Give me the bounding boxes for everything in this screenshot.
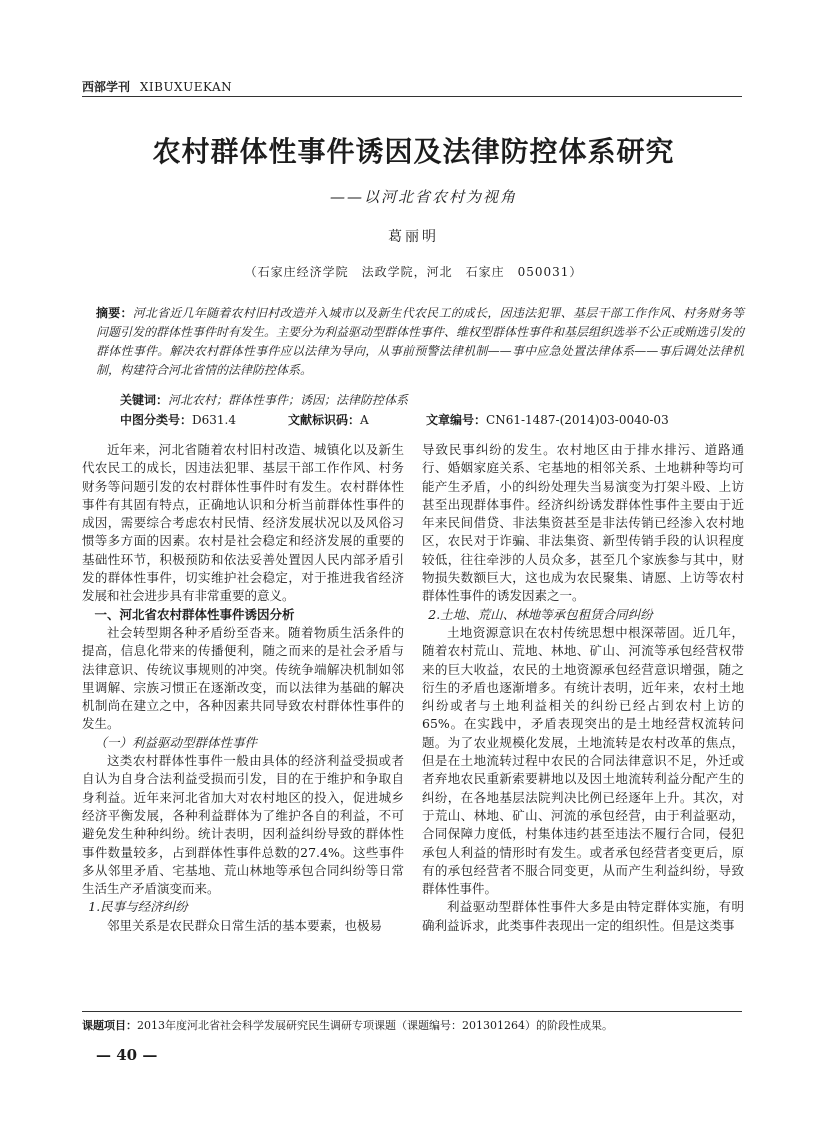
paragraph: 这类农村群体性事件一般由具体的经济利益受损或者自认为自身合法利益受损而引发，目的在于维护和争取自身利益。近年来河北省加大对农村地区的投入，促进城乡经济平衡发展，各种利益群体为了维护各自的利益，不可避免发生种种纠纷。统计表明，因利益纠纷导致的群体性事件数量较多，占到群体性事件总数的27.4%。这些事件多从邻里矛盾、宅基地、荒山林地等承包合同纠纷等日常生活生产矛盾演变而来。 xyxy=(82,753,404,897)
abstract-text: 河北省近几年随着农村旧村改造并入城市以及新生代农民工的成长，因违法犯罪、基层干部工作作风、村务财务等问题引发的群体性事件时有发生。主要分为利益驱动型群体性事件、维权型群体性事件和基层组织选举不公正或贿选引发的群体性事件。解决农村群体性事件应以法律为导向，从事前预警法律机制——事中应急处置法律体系——事后调处法律机制，构建符合河北省情的法律防控体系。 xyxy=(96,306,745,377)
header-rule xyxy=(82,96,742,97)
page-number: — 40 — xyxy=(96,1046,158,1064)
paragraph: 土地资源意识在农村传统思想中根深蒂固。近几年，随着农村荒山、荒地、林地、矿山、河流等承包经营权带来的巨大收益，农民的土地资源承包经营意识增强，随之衍生的矛盾也逐渐增多。有统计表明，近年来，农村土地纠纷或者与土地利益相关的纠纷已经占到农村上访的65%。在实践中，矛盾表现突出的是土地经营权流转问题。为了农业规模化发展，土地流转是农村改革的焦点，但是在土地流转过程中农民的合同法律意识不足，外迁或者弃地农民重新索要耕地以及因土地流转利益分配产生的纠纷，在各地基层法院判决比例已经逐年上升。其次，对于荒山、林地、矿山、河流的承包经营，由于利益驱动，合同保障力度低，村集体违约甚至违法不履行合同，侵犯承包人利益的情形时有发生。或者承包经营者变更后，原有的承包经营者不服合同变更，从而产生利益纠纷，导致群体性事件。 xyxy=(422,624,744,897)
paragraph: 邻里关系是农民群众日常生活的基本要素，也极易 xyxy=(107,917,383,933)
paragraph: 利益驱动型群体性事件大多是由特定群体实施，有明确利益诉求，此类事件表现出一定的组织性。但是这类事 xyxy=(422,899,744,933)
subsubsection-heading: 2.土地、荒山、林地等承包租赁合同纠纷 xyxy=(428,606,653,622)
journal-name-en: XIBUXUEKAN xyxy=(139,80,233,94)
footnote-text: 2013年度河北省社会科学发展研究民生调研专项课题（课题编号：201301264）的阶段性成果。 xyxy=(137,1019,613,1032)
article-subtitle: ——以河北省农村为视角 xyxy=(330,188,518,206)
keywords xyxy=(120,391,408,408)
author-name: 葛丽明 xyxy=(388,229,439,245)
paragraph: 导致民事纠纷的发生。农村地区由于排水排污、道路通行、婚姻家庭关系、宅基地的相邻关系、土地耕种等均可能产生矛盾，小的纠纷处理失当易演变为打架斗殴、上访甚至出现群体事件。经济纠纷诱发群体性事件主要由于近年来民间借贷、非法集资甚至是非法传销已经渗入农村地区，农民对于诈骗、非法集资、新型传销手段的认识程度较低，往往牵涉的人员众多，甚至几个家族参与其中，财物损失数额巨大，这也成为农民聚集、请愿、上访等农村群体性事件的诱发因素之一。 xyxy=(422,442,744,604)
author-affiliation: （石家庄经济学院 法政学院，河北 石家庄 050031） xyxy=(244,265,583,279)
keywords-label: 关键词： xyxy=(120,393,169,407)
running-header xyxy=(82,78,232,95)
clc-number: 中图分类号：D631.4 xyxy=(120,413,236,427)
paragraph: 社会转型期各种矛盾纷至沓来。随着物质生活条件的提高，信息化带来的传播便利，随之而来的是社会矛盾与法律意识、传统议事规则的冲突。传统争端解决机制如邻里调解、宗族习惯正在逐渐改变，而以法律为基础的解决机制尚在建立之中，各种因素共同导致农村群体性事件的发生。 xyxy=(82,624,404,732)
section-heading: 一、河北省农村群体性事件诱因分析 xyxy=(94,606,295,622)
footnote xyxy=(82,1017,742,1033)
article-number: 文章编号：CN61-1487-(2014)03-0040-03 xyxy=(426,413,669,427)
keywords-text: 河北农村；群体性事件；诱因；法律防控体系 xyxy=(168,393,409,407)
subsubsection-heading: 1.民事与经济纠纷 xyxy=(88,899,188,915)
abstract xyxy=(96,304,744,380)
journal-name-cn: 西部学刊 xyxy=(82,80,131,94)
body-column-left xyxy=(82,441,404,935)
document-code: 文献标识码：A xyxy=(288,413,369,427)
body-column-right xyxy=(422,441,744,935)
paragraph: 近年来，河北省随着农村旧村改造、城镇化以及新生代农民工的成长，因违法犯罪、基层干部工作作风、村务财务等问题引发的农村群体性事件时有发生。农村群体性事件有其固有特点，正确地认识和分析当前群体性事件的成因，需要综合考虑农村民情、经济发展状况以及风俗习惯等多方面的因素。农村是社会稳定和经济发展的重要的基础性环节，积极预防和依法妥善处置因人民内部矛盾引发的群体性事件，切实维护社会稳定，对于推进我省经济发展和社会进步具有非常重要的意义。 xyxy=(82,442,404,604)
article-title: 农村群体性事件诱因及法律防控体系研究 xyxy=(152,135,675,168)
subsection-heading: （一）利益驱动型群体性事件 xyxy=(94,734,258,750)
footnote-rule xyxy=(82,1011,742,1012)
abstract-label: 摘要： xyxy=(96,306,133,320)
footnote-label: 课题项目： xyxy=(82,1019,137,1032)
